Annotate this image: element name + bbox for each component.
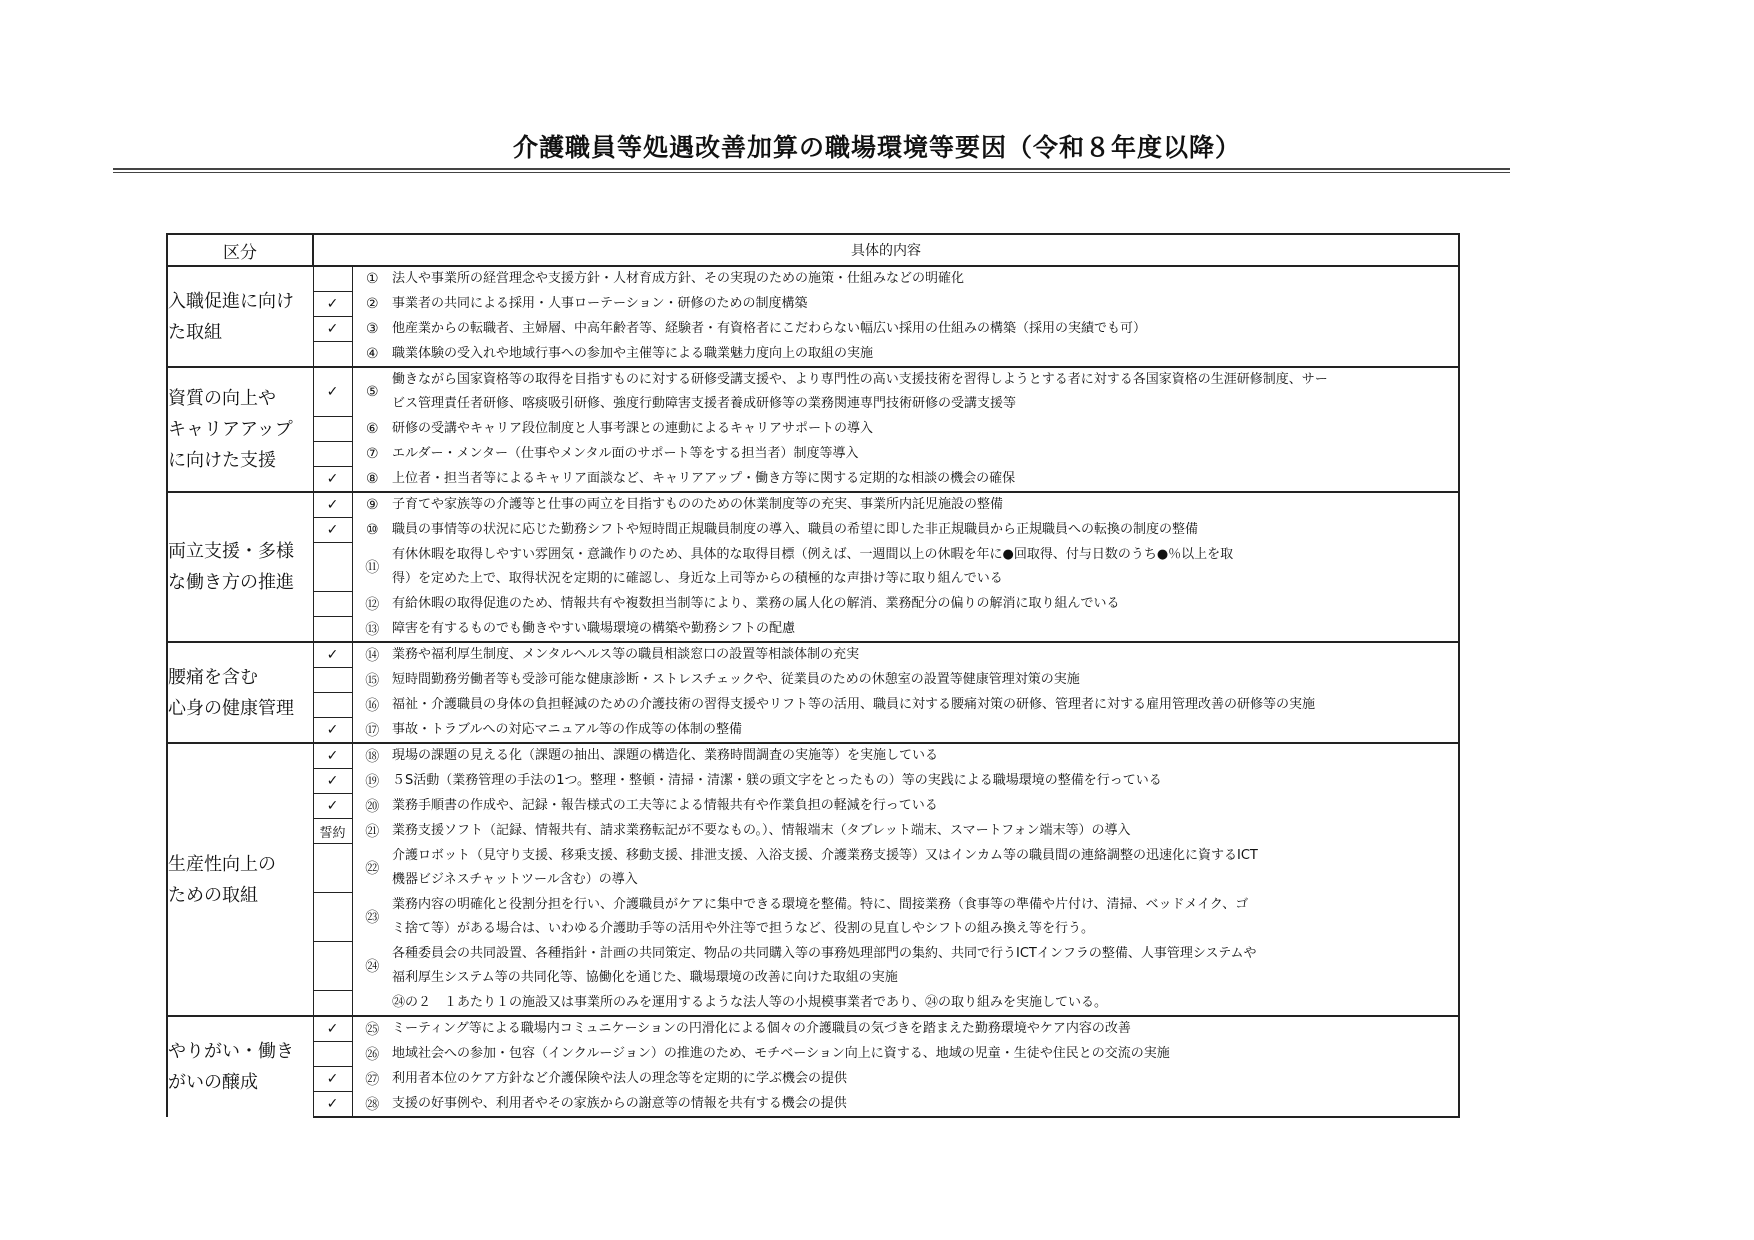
item-description-line: 現場の課題の見える化（課題の抽出、課題の構造化、業務時間調査の実施等）を実施している [392, 748, 939, 764]
item-number: ⑬ [352, 617, 392, 643]
category-label: 入職促進に向け [168, 290, 294, 312]
check-mark-cell[interactable]: 誓約 [313, 819, 352, 844]
table-row [167, 617, 1459, 643]
item-description-line: 福利厚生システム等の共同化等、協働化を通じた、職場環境の改善に向けた取組の実施 [392, 970, 898, 985]
item-description-line: 研修の受講やキャリア段位制度と人事考課との連動によるキャリアサポートの導入 [392, 421, 874, 436]
item-description-line: 事故・トラブルへの対応マニュアル等の作成等の体制の整備 [392, 721, 742, 737]
check-mark-cell[interactable] [313, 844, 352, 893]
category-label: 腰痛を含む [168, 666, 258, 688]
check-mark-cell[interactable] [313, 266, 352, 292]
item-description-line: ミーティング等による職場内コミュニケーションの円滑化による個々の介護職員の気づきを踏まえた勤務環境やケア内容の改善 [392, 1021, 1131, 1037]
category-cell [167, 743, 313, 1016]
table-row [167, 492, 1459, 518]
item-description-line: 有給休暇の取得促進のため、情報共有や複数担当制等により、業務の属人化の解消、業務配分の偏りの解消に取り組んでいる [392, 596, 1120, 611]
item-description-line: 業務内容の明確化と役割分担を行い、介護職員がケアに集中できる環境を整備。特に、間接業務（食事等の準備や片付け、清掃、ベッドメイク、ゴ [392, 897, 1249, 912]
item-number: ⑭ [352, 642, 392, 668]
check-mark-cell[interactable]: ✓ [313, 317, 352, 342]
item-description [392, 942, 1459, 991]
page-title: 介護職員等処遇改善加算の職場環境等要因（令和８年度以降） [512, 133, 1241, 162]
table-row [167, 442, 1459, 467]
item-number: ⑱ [352, 743, 392, 769]
item-description [392, 991, 1459, 1017]
table-row [167, 292, 1459, 317]
table-row [167, 592, 1459, 617]
item-number: ⑦ [365, 446, 379, 462]
item-number: ㉕ [352, 1016, 392, 1042]
category-label: ための取組 [168, 884, 258, 906]
item-number: ㉘ [352, 1092, 392, 1118]
category-label: 生産性向上の [168, 853, 276, 875]
item-description-line: 得）を定めた上で、取得状況を定期的に確認し、身近な上司等からの積極的な声掛け等に取り組んでいる [392, 571, 1003, 586]
item-description [392, 592, 1459, 617]
item-number: ⑰ [352, 718, 392, 744]
item-number: ㉖ [365, 1047, 380, 1063]
item-number: ⑨ [352, 492, 392, 518]
item-number: ⑩ [365, 522, 379, 538]
check-mark-cell[interactable] [313, 417, 352, 442]
check-mark-cell[interactable]: ✓ [313, 518, 352, 543]
item-description [392, 266, 1459, 292]
table-row [167, 794, 1459, 819]
table-row [167, 467, 1459, 493]
item-number: ㉗ [365, 1072, 380, 1088]
check-mark-cell[interactable] [313, 693, 352, 718]
item-description [392, 718, 1459, 744]
item-description [392, 1042, 1459, 1067]
check-mark-cell[interactable]: ✓ [313, 467, 352, 493]
item-description-line: ビス管理責任者研修、喀痰吸引研修、強度行動障害支援者養成研修等の業務関連専門技術研修の受講支援等 [392, 396, 1017, 412]
table-row [167, 893, 1459, 942]
check-mark-cell[interactable]: ✓ [313, 367, 352, 417]
check-mark-cell[interactable]: ✓ [313, 769, 352, 794]
item-description-line: 業務や福利厚生制度、メンタルヘルス等の職員相談窓口の設置等相談体制の充実 [392, 647, 860, 663]
category-cell [167, 642, 313, 743]
item-description [392, 317, 1459, 342]
item-description [392, 617, 1459, 643]
table-row [167, 266, 1459, 292]
check-mark-cell[interactable] [313, 342, 352, 368]
check-mark-cell[interactable] [313, 617, 352, 643]
item-description [392, 844, 1459, 893]
category-cell [167, 266, 313, 367]
item-description-line: 短時間勤務労働者等も受診可能な健康診断・ストレスチェックや、従業員のための休憩室の設置等健康管理対策の実施 [392, 672, 1080, 687]
category-label: 資質の向上や [168, 388, 276, 409]
item-number [352, 991, 392, 1017]
item-description [392, 893, 1459, 942]
item-description-line: 業務支援ソフト（記録、情報共有、請求業務転記が不要なもの。）、情報端末（タブレット端末、スマートフォン端末等）の導入 [392, 823, 1131, 838]
category-cell [167, 367, 313, 492]
table-row [167, 718, 1459, 744]
category-label: た取組 [168, 321, 222, 343]
table-row [167, 1067, 1459, 1092]
item-description [392, 794, 1459, 819]
check-mark-cell[interactable]: ✓ [313, 1092, 352, 1118]
category-label: な働き方の推進 [168, 572, 294, 593]
category-label: キャリアアップ [168, 419, 293, 440]
table-row [167, 1092, 1459, 1118]
item-description [392, 1067, 1459, 1092]
item-description-line: 上位者・担当者等によるキャリア面談など、キャリアアップ・働き方等に関する定期的な相談の機会の確保 [392, 470, 1016, 486]
check-mark-cell[interactable] [313, 942, 352, 991]
item-description-line: 地域社会への参加・包容（インクルージョン）の推進のため、モチベーション向上に資する、地域の児童・生徒や住民との交流の実施 [392, 1046, 1170, 1061]
check-mark-cell[interactable] [313, 442, 352, 467]
category-label: やりがい・働き [168, 1041, 294, 1062]
item-description-line: 福祉・介護職員の身体の負担軽減のための介護技術の習得支援やリフト等の活用、職員に対する腰痛対策の研修、管理者に対する雇用管理改善の研修等の実施 [392, 697, 1316, 712]
item-number: ⑪ [365, 560, 380, 576]
check-mark-cell[interactable] [313, 668, 352, 693]
table-row [167, 367, 1459, 417]
item-description-line: エルダー・メンター（仕事やメンタル面のサポート等をする担当者）制度等導入 [392, 446, 859, 461]
category-label: 両立支援・多様 [168, 541, 294, 562]
item-number: ④ [352, 342, 392, 368]
item-number: ⑤ [352, 367, 392, 417]
item-number: ① [352, 266, 392, 292]
item-number: ⑳ [365, 799, 380, 815]
item-description-line: 業務手順書の作成や、記録・報告様式の工夫等による情報共有や作業負担の軽減を行っている [392, 798, 938, 813]
item-description-line: 職員の事情等の状況に応じた勤務シフトや短時間正規職員制度の導入、職員の希望に即した非正規職員から正規職員への転換の制度の整備 [392, 522, 1199, 537]
item-description-line: 有休休暇を取得しやすい雰囲気・意識作りのため、具体的な取得目標（例えば、一週間以上の休暇を年に●回取得、付与日数のうち●％以上を取 [392, 547, 1234, 562]
item-description [392, 367, 1459, 417]
category-label: がいの醸成 [168, 1072, 258, 1093]
item-description [392, 1092, 1459, 1118]
item-description [392, 292, 1459, 317]
item-description [392, 543, 1459, 592]
table-row [167, 769, 1459, 794]
item-description [392, 819, 1459, 844]
check-mark-cell[interactable] [313, 1042, 352, 1067]
item-description-line: 各種委員会の共同設置、各種指針・計画の共同策定、物品の共同購入等の事務処理部門の集約、共同で行うICTインフラの整備、人事管理システムや [392, 946, 1257, 961]
table-row [167, 942, 1459, 991]
table-row [167, 1042, 1459, 1067]
item-description-line: 介護ロボット（見守り支援、移乗支援、移動支援、排泄支援、入浴支援、介護業務支援等）又はインカム等の職員間の連絡調整の迅速化に資するICT [392, 848, 1258, 863]
item-description-line: 事業者の共同による採用・人事ローテーション・研修のための制度構築 [392, 296, 808, 311]
item-number: ③ [365, 321, 379, 337]
table-row [167, 668, 1459, 693]
item-description-line: 機器ビジネスチャットツール含む）の導入 [392, 872, 638, 887]
table-row [167, 844, 1459, 893]
check-mark-cell[interactable] [313, 592, 352, 617]
item-description-line: 支援の好事例や、利用者やその家族からの謝意等の情報を共有する機会の提供 [392, 1095, 847, 1111]
check-mark-cell[interactable]: ✓ [313, 492, 352, 518]
title-underline [113, 168, 1510, 170]
table-row [167, 819, 1459, 844]
environment-factors-table [166, 233, 1460, 1118]
title-underline-thin [113, 172, 1510, 173]
category-cell [167, 1016, 313, 1117]
check-mark-cell[interactable]: ✓ [313, 1067, 352, 1092]
table-row [167, 417, 1459, 442]
item-description [392, 693, 1459, 718]
table-body [167, 266, 1459, 1117]
item-description-line: 職業体験の受入れや地域行事への参加や主催等による職業魅力度向上の取組の実施 [392, 345, 874, 361]
header-category: 区分 [167, 234, 313, 266]
item-description-line: 子育てや家族等の介護等と仕事の両立を目指すもののための休業制度等の充実、事業所内託児施設の整備 [392, 497, 1004, 513]
check-mark-cell[interactable]: ✓ [313, 743, 352, 769]
item-description [392, 467, 1459, 493]
check-mark-cell[interactable] [313, 543, 352, 592]
item-number: ⑯ [365, 698, 380, 714]
item-number: ㉓ [365, 910, 380, 926]
check-mark-cell[interactable]: ✓ [313, 718, 352, 744]
item-description [392, 417, 1459, 442]
item-description-line: 障害を有するものでも働きやすい職場環境の構築や勤務シフトの配慮 [392, 620, 796, 636]
category-label: に向けた支援 [168, 450, 276, 471]
item-number: ② [365, 296, 379, 312]
check-mark-cell[interactable] [313, 893, 352, 942]
check-mark-cell[interactable]: ✓ [313, 794, 352, 819]
table-row [167, 642, 1459, 668]
check-mark-cell[interactable]: ✓ [313, 642, 352, 668]
item-description-line: 法人や事業所の経営理念や支援方針・人材育成方針、その実現のための施策・仕組みなどの明確化 [392, 271, 965, 287]
item-description [392, 492, 1459, 518]
category-cell [167, 492, 313, 642]
item-number: ⑮ [365, 673, 380, 689]
item-number: ㉒ [365, 861, 380, 877]
item-description [392, 743, 1459, 769]
item-description-line: 利用者本位のケア方針など介護保険や法人の理念等を定期的に学ぶ機会の提供 [392, 1071, 848, 1086]
item-description [392, 518, 1459, 543]
item-description-line: 他産業からの転職者、主婦層、中高年齢者等、経験者・有資格者にこだわらない幅広い採用の仕組みの構築（採用の実績でも可） [392, 321, 1147, 336]
item-description [392, 1016, 1459, 1042]
item-number: ⑧ [352, 467, 392, 493]
table-row [167, 693, 1459, 718]
item-description [392, 769, 1459, 794]
table-header-row [167, 234, 1459, 266]
item-description-line: ミ捨て等）がある場合は、いわゆる介護助手等の活用や外注等で担うなど、役割の見直しやシフトの組み換え等を行う。 [392, 921, 1095, 936]
table-row [167, 543, 1459, 592]
item-description [392, 442, 1459, 467]
item-number: ㉑ [365, 824, 380, 840]
item-description [392, 342, 1459, 368]
check-mark-cell[interactable] [313, 991, 352, 1017]
item-description [392, 668, 1459, 693]
item-description-line: ㉔の２ １あたり１の施設又は事業所のみを運用するような法人等の小規模事業者であり、㉔の取り組みを実施している。 [392, 994, 1108, 1010]
table-row [167, 342, 1459, 368]
item-description-line: 働きながら国家資格等の取得を目指すものに対する研修受講支援や、より専門性の高い支援技術を習得しようとする者に対する各国家資格の生涯研修制度、サー [392, 372, 1328, 388]
table-row [167, 991, 1459, 1017]
item-description [392, 642, 1459, 668]
table-row [167, 518, 1459, 543]
item-description-line: ５S活動（業務管理の手法の1つ。整理・整頓・清掃・清潔・躾の頭文字をとったもの）等の実践による職場環境の整備を行っている [392, 773, 1162, 788]
header-content: 具体的内容 [313, 234, 1459, 266]
check-mark-cell[interactable]: ✓ [313, 292, 352, 317]
table-row [167, 1016, 1459, 1042]
item-number: ㉔ [365, 959, 380, 975]
item-number: ⑥ [365, 421, 379, 437]
check-mark-cell[interactable]: ✓ [313, 1016, 352, 1042]
table-row [167, 743, 1459, 769]
category-label: 心身の健康管理 [168, 697, 294, 719]
table-row [167, 317, 1459, 342]
item-number: ⑫ [365, 597, 380, 613]
item-number: ⑲ [365, 774, 380, 790]
